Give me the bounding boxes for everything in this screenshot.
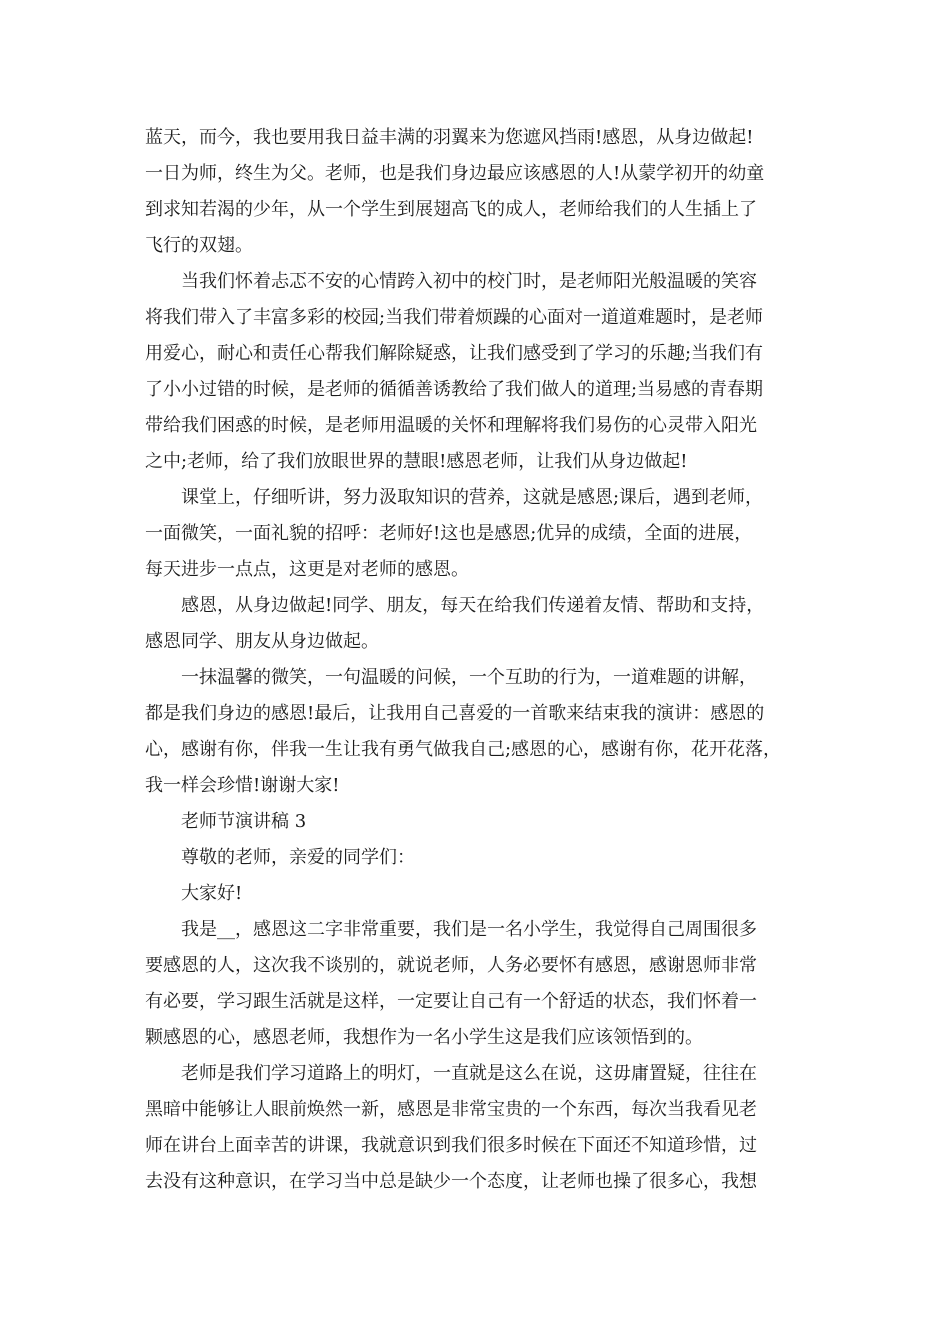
paragraph-line: 有必要，学习跟生活就是这样，一定要让自己有一个舒适的状态，我们怀着一 [145,991,757,1012]
paragraph-line: 心，感谢有你，伴我一生让我有勇气做我自己;感恩的心，感谢有你，花开花落， [145,739,782,760]
paragraph-line: 带给我们困惑的时候，是老师用温暖的关怀和理解将我们易伤的心灵带入阳光 [145,415,757,436]
salutation: 尊敬的老师，亲爱的同学们： [181,847,415,868]
paragraph-line: 老师是我们学习道路上的明灯，一直就是这么在说，这毋庸置疑，往往在 [181,1063,757,1084]
paragraph-line: 一日为师，终生为父。老师，也是我们身边最应该感恩的人!从蒙学初开的幼童 [145,163,765,184]
greeting: 大家好! [181,883,243,904]
section-heading: 老师节演讲稿 3 [181,811,307,832]
paragraph-line: 师在讲台上面幸苦的讲课，我就意识到我们很多时候在下面还不知道珍惜，过 [145,1135,757,1156]
paragraph-line: 飞行的双翅。 [145,235,253,256]
paragraph-line: 要感恩的人，这次我不谈别的，就说老师，人务必要怀有感恩，感谢恩师非常 [145,955,757,976]
paragraph-line: 去没有这种意识，在学习当中总是缺少一个态度，让老师也操了很多心，我想 [145,1171,757,1192]
paragraph-line: 一面微笑，一面礼貌的招呼：老师好!这也是感恩;优异的成绩，全面的进展， [145,523,753,544]
paragraph-line: 将我们带入了丰富多彩的校园;当我们带着烦躁的心面对一道道难题时，是老师 [145,307,764,328]
paragraph-line: 了小小过错的时候，是老师的循循善诱教给了我们做人的道理;当易感的青春期 [145,379,764,400]
paragraph-line: 用爱心，耐心和责任心帮我们解除疑惑，让我们感受到了学习的乐趣;当我们有 [145,343,764,364]
paragraph-line: 当我们怀着忐忑不安的心情跨入初中的校门时，是老师阳光般温暖的笑容 [181,271,757,292]
paragraph-line: 都是我们身边的感恩!最后，让我用自己喜爱的一首歌来结束我的演讲：感恩的 [145,703,765,724]
paragraph-line: 感恩同学、朋友从身边做起。 [145,631,379,652]
paragraph-line: 感恩，从身边做起!同学、朋友，每天在给我们传递着友情、帮助和支持， [181,595,765,616]
paragraph-line: 我是__，感恩这二字非常重要，我们是一名小学生，我觉得自己周围很多 [181,919,757,940]
paragraph-line: 一抹温馨的微笑，一句温暖的问候，一个互助的行为，一道难题的讲解， [181,667,757,688]
paragraph-line: 到求知若渴的少年，从一个学生到展翅高飞的成人，老师给我们的人生插上了 [145,199,757,220]
paragraph-line: 我一样会珍惜!谢谢大家! [145,775,340,796]
paragraph-line: 每天进步一点点，这更是对老师的感恩。 [145,559,469,580]
paragraph-line: 课堂上，仔细听讲，努力汲取知识的营养，这就是感恩;课后，遇到老师， [181,487,764,508]
paragraph-line: 黑暗中能够让人眼前焕然一新，感恩是非常宝贵的一个东西，每次当我看见老 [145,1099,757,1120]
paragraph-line: 蓝天，而今，我也要用我日益丰满的羽翼来为您遮风挡雨!感恩，从身边做起! [145,127,754,148]
paragraph-line: 颗感恩的心，感恩老师，我想作为一名小学生这是我们应该领悟到的。 [145,1027,703,1048]
paragraph-line: 之中;老师，给了我们放眼世界的慧眼!感恩老师，让我们从身边做起! [145,451,688,472]
